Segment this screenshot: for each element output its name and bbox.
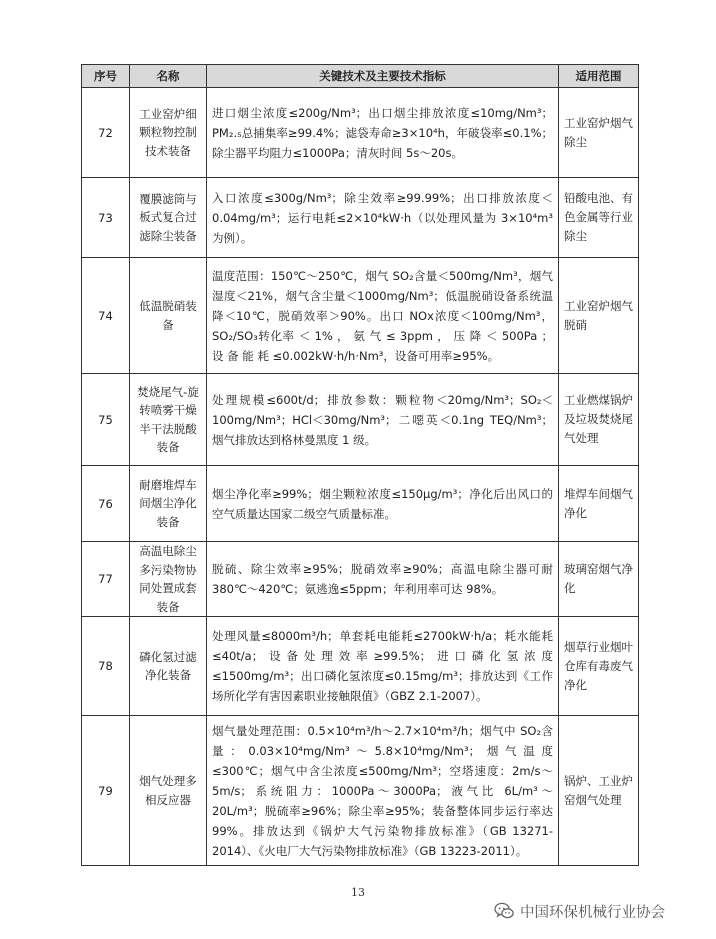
application-scope: 玻璃窑烟气净化 [559,542,639,617]
tech-spec: 烟尘净化率≥99%；烟尘颗粒浓度≤150μg/m³；净化后出风口的空气质量达国家二级空气质量标准。 [207,466,559,542]
application-scope: 工业窑炉烟气脱硝 [559,258,639,374]
table-row [82,617,639,716]
watermark [494,900,665,922]
application-scope: 锅炉、工业炉窑烟气处理 [559,716,639,866]
equipment-name: 烟气处理多相反应器 [130,716,207,866]
row-number: 78 [82,617,130,716]
row-number: 76 [82,466,130,542]
header-no: 序号 [82,65,130,88]
application-scope: 堆焊车间烟气净化 [559,466,639,542]
equipment-name: 低温脱硝装备 [130,258,207,374]
tech-spec: 处理风量≤8000m³/h；单套耗电能耗≤2700kW·h/a；耗水能耗≤40t/a；设备处理效率≥99.5%；进口磷化氢浓度≤1500mg/m³；出口磷化氢浓度≤0.15mg/m³；排放达到《工作场所化学有害因素职业接触限值》（GBZ 2.1-2007）。 [207,617,559,716]
row-number: 74 [82,258,130,374]
header-name: 名称 [130,65,207,88]
equipment-name: 焚烧尾气-旋转喷雾干燥半干法脱酸装备 [130,374,207,466]
table-row [82,88,639,178]
equipment-table [81,64,639,866]
equipment-name: 覆膜滤筒与板式复合过滤除尘装备 [130,178,207,258]
tech-spec: 烟气量处理范围：0.5×10⁴m³/h～2.7×10⁴m³/h；烟气中 SO₂含量：0.03×10⁴mg/Nm³～5.8×10⁴mg/Nm³；烟气温度≤300℃；烟气中含尘浓度≤500mg/Nm³；空塔速度：2m/s～5m/s；系统阻力：1000Pa～3000Pa；液气比 6L/m³～20L/m³；脱硫率≥96%；除尘率≥95%；装备整体同步运行率达 99%。排放达到《锅炉大气污染物排放标准》（GB 13271-2014）、《火电厂大气污染物排放标准》（GB 13223-2011）。 [207,716,559,866]
wechat-icon [494,902,514,920]
table-header-row [82,65,639,88]
table-row [82,258,639,374]
application-scope: 铅酸电池、有色金属等行业除尘 [559,178,639,258]
application-scope: 烟草行业烟叶仓库有毒废气净化 [559,617,639,716]
header-tech: 关键技术及主要技术指标 [207,65,559,88]
equipment-name: 耐磨堆焊车间烟尘净化装备 [130,466,207,542]
table-row [82,466,639,542]
page-number: 13 [351,886,365,899]
row-number: 77 [82,542,130,617]
header-scope: 适用范围 [559,65,639,88]
application-scope: 工业燃煤锅炉及垃圾焚烧尾气处理 [559,374,639,466]
tech-spec: 进口烟尘浓度≤200g/Nm³；出口烟尘排放浓度≤10mg/Nm³；PM₂.₅总捕集率≥99.4%；滤袋寿命≥3×10⁴h，年破袋率≤0.1%；除尘器平均阻力≤1000Pa；清灰时间 5s～20s。 [207,88,559,178]
watermark-text: 中国环保机械行业协会 [520,904,665,921]
table-row [82,716,639,866]
row-number: 72 [82,88,130,178]
table-row [82,178,639,258]
tech-spec: 温度范围：150℃～250℃，烟气 SO₂含量＜500mg/Nm³，烟气湿度＜21%，烟气含尘量＜1000mg/Nm³；低温脱硝设备系统温降＜10℃，脱硝效率＞90%。出口 NOx浓度＜100mg/Nm³，SO₂/SO₃转化率 ＜ 1% ， 氨 气 ≤ 3ppm ， 压 降 ＜ 500Pa ； 设 备 能 耗 ≤0.002kW·h/h·Nm³，设备可用率≥95%。 [207,258,559,374]
tech-spec: 脱硫、除尘效率≥95%；脱硝效率≥90%；高温电除尘器可耐 380℃～420℃；氨逃逸≤5ppm；年利用率可达 98%。 [207,542,559,617]
application-scope: 工业窑炉烟气除尘 [559,88,639,178]
table-row [82,542,639,617]
equipment-name: 高温电除尘多污染物协同处置成套装备 [130,542,207,617]
tech-spec: 处理规模≤600t/d；排放参数：颗粒物＜20mg/Nm³；SO₂＜100mg/Nm³；HCl＜30mg/Nm³；二噁英＜0.1ng TEQ/Nm³；烟气排放达到格林曼黑度 1 级。 [207,374,559,466]
tech-spec: 入口浓度≤300g/Nm³；除尘效率≥99.99%；出口排放浓度＜0.04mg/m³；运行电耗≤2×10⁴kW·h（以处理风量为 3×10⁴m³为例）。 [207,178,559,258]
equipment-name: 磷化氢过滤净化装备 [130,617,207,716]
row-number: 75 [82,374,130,466]
table-row [82,374,639,466]
row-number: 73 [82,178,130,258]
equipment-name: 工业窑炉细颗粒物控制技术装备 [130,88,207,178]
row-number: 79 [82,716,130,866]
